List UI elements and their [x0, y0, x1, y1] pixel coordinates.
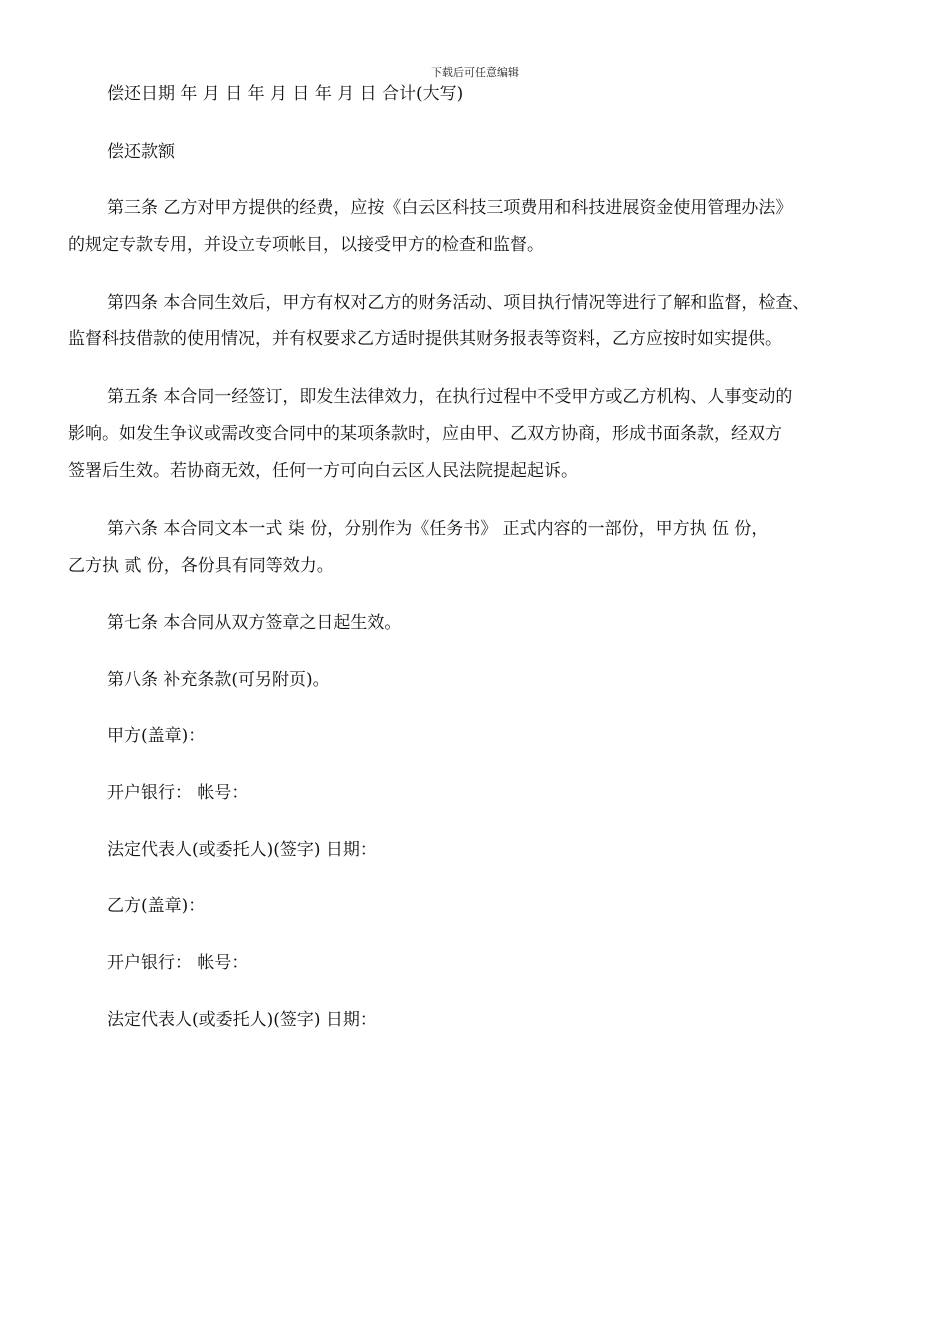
- article-3-line-2: 的规定专款专用，并设立专项帐目，以接受甲方的检查和监督。: [68, 235, 544, 255]
- article-7: 第七条 本合同从双方签章之日起生效。: [107, 613, 402, 633]
- article-4-line-2: 监督科技借款的使用情况，并有权要求乙方适时提供其财务报表等资料，乙方应按时如实提供。: [68, 329, 782, 349]
- party-b-seal: 乙方(盖章)：: [107, 896, 206, 916]
- article-8: 第八条 补充条款(可另附页)。: [107, 670, 330, 690]
- article-6-line-1: 第六条 本合同文本一式 柒 份，分别作为《任务书》 正式内容的一部份，甲方执 伍 份，: [107, 519, 769, 539]
- party-a-representative: 法定代表人(或委托人)(签字) 日期：: [107, 840, 377, 860]
- article-5-line-2: 影响。如发生争议或需改变合同中的某项条款时，应由甲、乙双方协商，形成书面条款，经双方: [68, 424, 782, 444]
- party-a-seal: 甲方(盖章)：: [107, 726, 206, 746]
- article-6-line-2: 乙方执 贰 份，各份具有同等效力。: [68, 556, 334, 576]
- article-5-line-1: 第五条 本合同一经签订，即发生法律效力，在执行过程中不受甲方或乙方机构、人事变动的: [107, 387, 793, 407]
- article-3-line-1: 第三条 乙方对甲方提供的经费，应按《白云区科技三项费用和科技进展资金使用管理办法》: [107, 198, 793, 218]
- repay-amount-row: 偿还款额: [107, 142, 175, 162]
- header-note: 下载后可任意编辑: [431, 66, 519, 79]
- party-b-bank: 开户银行： 帐号：: [107, 953, 249, 973]
- article-4-line-1: 第四条 本合同生效后，甲方有权对乙方的财务活动、项目执行情况等进行了解和监督，检查、: [107, 293, 810, 313]
- party-b-representative: 法定代表人(或委托人)(签字) 日期：: [107, 1010, 377, 1030]
- repay-date-row: 偿还日期 年 月 日 年 月 日 年 月 日 合计(大写): [107, 84, 464, 104]
- article-5-line-3: 签署后生效。若协商无效，任何一方可向白云区人民法院提起起诉。: [68, 461, 578, 481]
- party-a-bank: 开户银行： 帐号：: [107, 783, 249, 803]
